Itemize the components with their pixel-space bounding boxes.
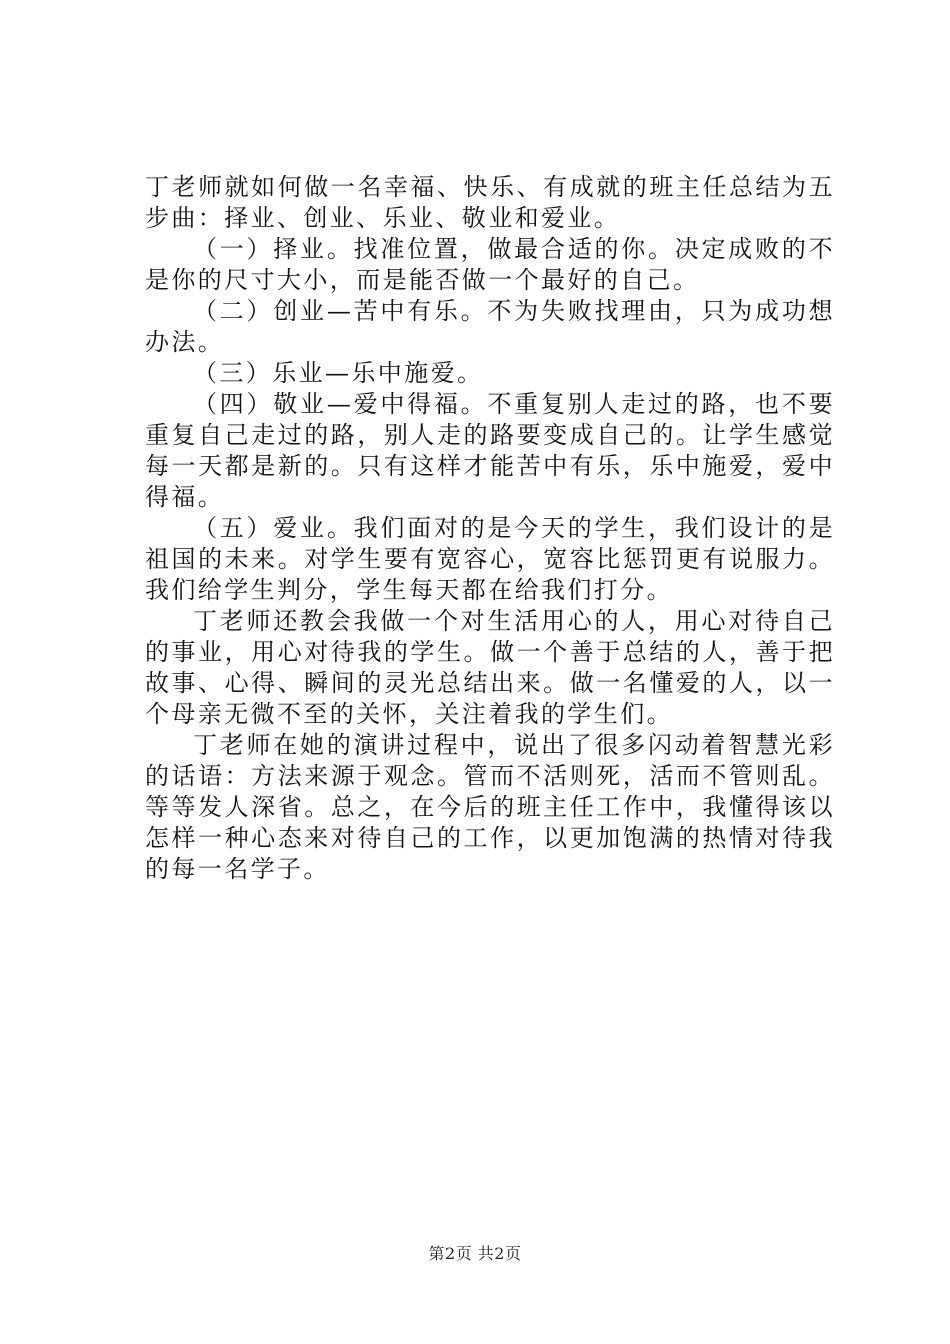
document-body — [145, 172, 835, 885]
paragraph-step-5: （五）爱业。我们面对的是今天的学生，我们设计的是祖国的未来。对学生要有宽容心，宽容比惩罚更有说服力。我们给学生判分，学生每天都在给我们打分。 — [145, 514, 835, 604]
paragraph-step-3: （三）乐业—乐中施爱。 — [193, 359, 484, 387]
paragraph-step-4: （四）敬业—爱中得福。不重复别人走过的路，也不要重复自己走过的路，别人走的路要变成自己的。让学生感觉每一天都是新的。只有这样才能苦中有乐，乐中施爱，爱中得福。 — [145, 390, 835, 511]
page-number-footer: 第2页 共2页 — [428, 1244, 522, 1263]
paragraph-conclusion: 丁老师在她的演讲过程中，说出了很多闪动着智慧光彩的话语：方法来源于观念。管而不活则死，活而不管则乱。等等发人深省。总之，在今后的班主任工作中，我懂得该以怎样一种心态来对待自己的工作，以更加饱满的热情对待我的每一名学子。 — [145, 731, 835, 883]
paragraph-intro: 丁老师就如何做一名幸福、快乐、有成就的班主任总结为五步曲：择业、创业、乐业、敬业和爱业。 — [145, 173, 835, 232]
paragraph-step-2: （二）创业—苦中有乐。不为失败找理由，只为成功想办法。 — [145, 297, 835, 356]
paragraph-lessons: 丁老师还教会我做一个对生活用心的人，用心对待自己的事业，用心对待我的学生。做一个善于总结的人，善于把故事、心得、瞬间的灵光总结出来。做一名懂爱的人，以一个母亲无微不至的关怀，关注着我的学生们。 — [145, 607, 835, 728]
paragraph-step-1: （一）择业。找准位置，做最合适的你。决定成败的不是你的尺寸大小，而是能否做一个最好的自己。 — [145, 235, 835, 294]
